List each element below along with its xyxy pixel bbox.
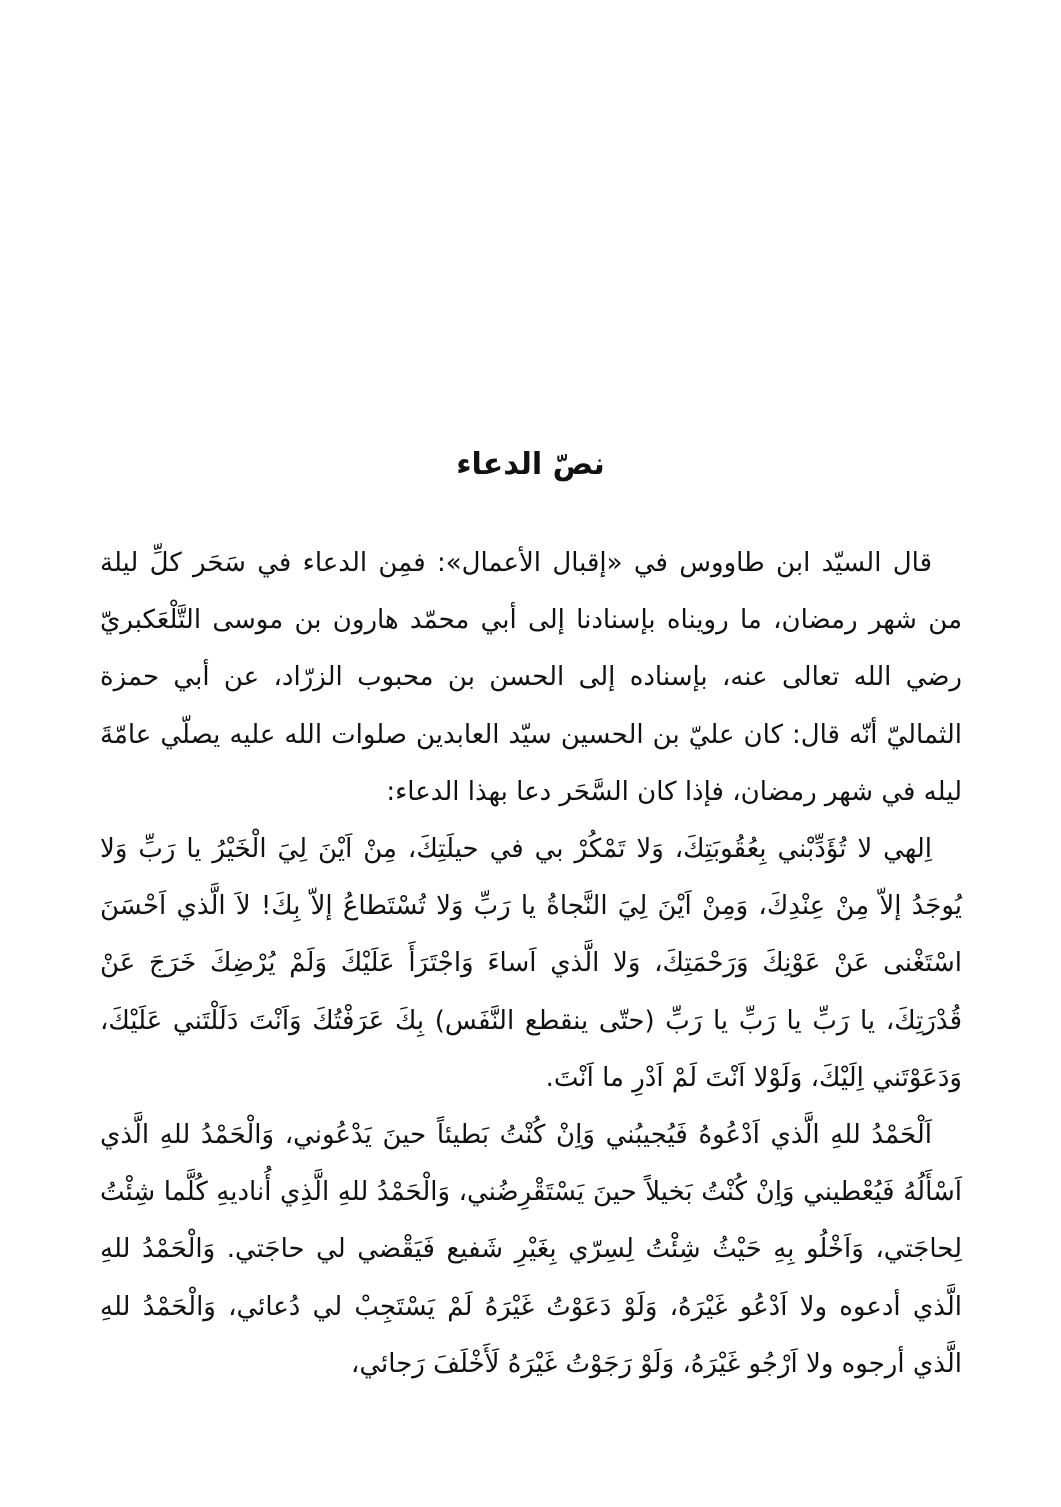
prayer-paragraph-1: اِلهي لا تُؤَدِّبْني بِعُقُوبَتِكَ، وَلا تَمْكُرْ بي في حيلَتِكَ، مِنْ اَيْنَ لِيَ الْخَيْرُ يا رَبِّ وَلا يُوجَدُ إلاّ مِنْ عِنْدِكَ، وَمِنْ اَيْنَ لِيَ النَّجاةُ يا رَبِّ وَلا تُسْتَطاعُ إلاّ بِكَ! لاَ الَّذي اَحْسَنَ اسْتَغْنى عَنْ عَوْنِكَ وَرَحْمَتِكَ، وَلا الَّذي اَساءَ وَاجْتَرَأَ عَلَيْكَ وَلَمْ يُرْضِكَ خَرَجَ عَنْ قُدْرَتِكَ، يا رَبِّ يا رَبِّ يا رَبِّ (حتّى ينقطع النَّفَس) بِكَ عَرَفْتُكَ وَاَنْتَ دَلَلْتَني عَلَيْكَ، وَدَعَوْتَني اِلَيْكَ، وَلَوْلا اَنْتَ لَمْ اَدْرِ ما اَنْتَ. bbox=[100, 834, 962, 1093]
intro-paragraph: قال السيّد ابن طاووس في «إقبال الأعمال»: فمِن الدعاء في سَحَر كلِّ ليلة من شهر رمضان، ما رويناه بإسنادنا إلى أبي محمّد هارون بن موسى التَّلْعَكبريّ رضي الله تعالى عنه، بإسناده إلى الحسن بن محبوب الزرّاد، عن أبي حمزة الثماليّ أنّه قال: كان عليّ بن الحسين سيّد العابدين صلوات الله عليه يصلّي عامّةَ ليله في شهر رمضان، فإذا كان السَّحَر دعا بهذا الدعاء: bbox=[100, 548, 962, 807]
body-text bbox=[100, 535, 962, 1393]
page-title: نصّ الدعاء bbox=[456, 447, 605, 482]
prayer-paragraph-2: اَلْحَمْدُ للهِ الَّذي اَدْعُوهُ فَيُجيبُني وَاِنْ كُنْتُ بَطيئاً حينَ يَدْعُوني، وَالْحَمْدُ للهِ الَّذي اَسْأَلُهُ فَيُعْطيني وَاِنْ كُنْتُ بَخيلاً حينَ يَسْتَقْرِضُني، وَالْحَمْدُ للهِ الَّذِي أُناديهِ كُلَّما شِئْتُ لِحاجَتي، وَاَخْلُو بِهِ حَيْثُ شِئْتُ لِسِرّي بِغَيْرِ شَفيع فَيَقْضي لي حاجَتي. وَالْحَمْدُ للهِ الَّذي أدعوه ولا اَدْعُو غَيْرَهُ، وَلَوْ دَعَوْتُ غَيْرَهُ لَمْ يَسْتَجِبْ لي دُعائي، وَالْحَمْدُ للهِ الَّذي أرجوه ولا اَرْجُو غَيْرَهُ، وَلَوْ رَجَوْتُ غَيْرَهُ لَأَخْلَفَ رَجائي، bbox=[100, 1120, 962, 1379]
